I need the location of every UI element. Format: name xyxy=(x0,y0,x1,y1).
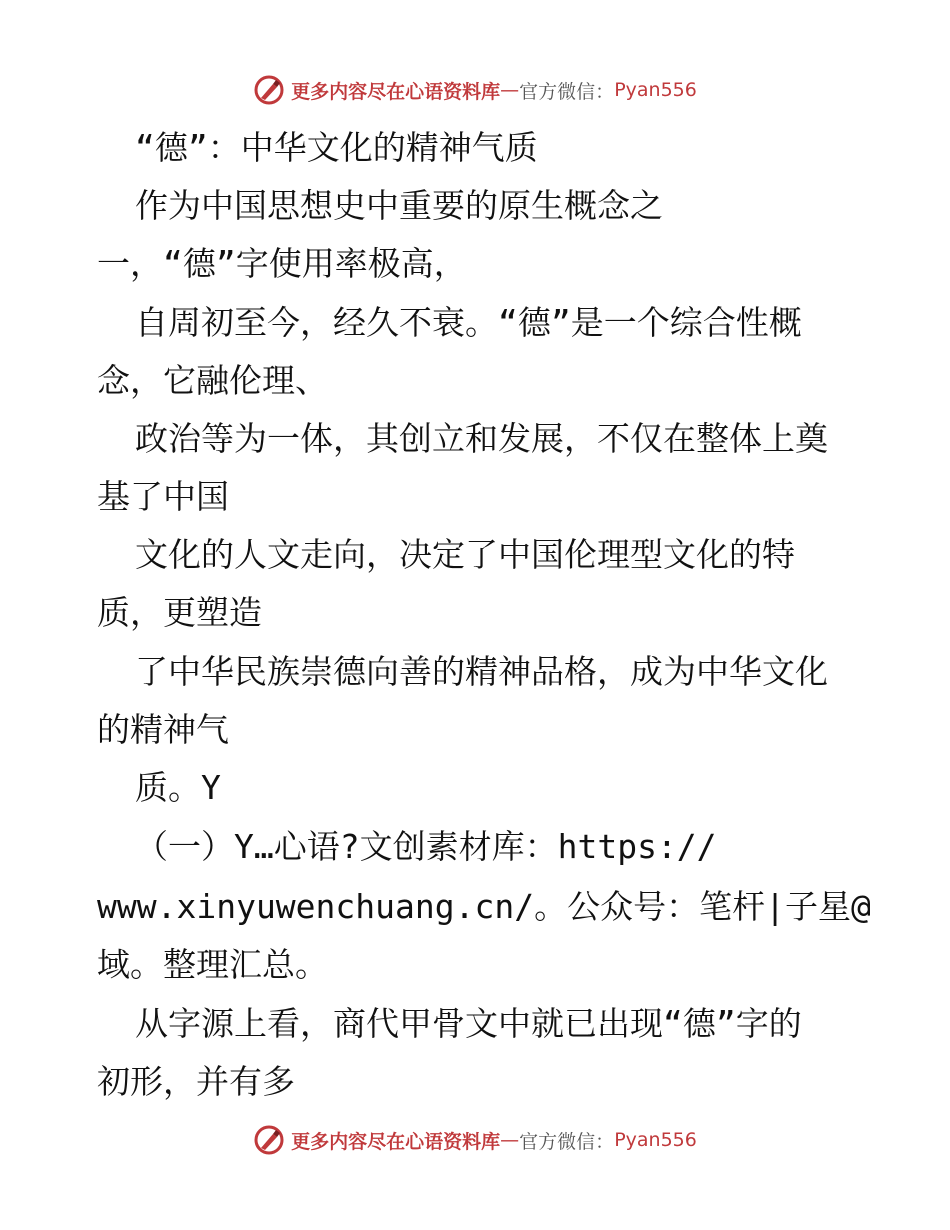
pen-logo-icon xyxy=(253,1124,285,1156)
text-line: 质。Y xyxy=(135,768,221,807)
banner-main-text: 更多内容尽在心语资料库 xyxy=(291,80,501,103)
banner-dash: — xyxy=(500,1129,520,1151)
text-line: 了中华民族崇德向善的精神品格，成为中华文化 xyxy=(135,652,828,691)
text-line: 文化的人文走向，决定了中国伦理型文化的特 xyxy=(135,535,795,574)
banner-main-text: 更多内容尽在心语资料库 xyxy=(291,1130,501,1153)
text-line: www.xinyuwenchuang.cn/。公众号：笔杆|子星@ xyxy=(97,887,871,926)
text-line: 一，“德”字使用率极高， xyxy=(97,244,467,283)
text-line: 政治等为一体，其创立和发展，不仅在整体上奠 xyxy=(135,419,828,458)
text-line: 从字源上看，商代甲骨文中就已出现“德”字的 xyxy=(135,1004,802,1043)
banner-wechat-id: Pyan556 xyxy=(614,1129,697,1151)
text-line: 的精神气 xyxy=(97,710,229,749)
banner-wechat-id: Pyan556 xyxy=(614,79,697,101)
header-banner xyxy=(0,70,950,110)
pen-logo-icon xyxy=(253,74,285,106)
banner-label: 官方微信： xyxy=(519,1130,615,1153)
banner-dash: — xyxy=(500,79,520,101)
text-line: 质，更塑造 xyxy=(97,593,262,632)
text-line: 作为中国思想史中重要的原生概念之 xyxy=(135,186,663,225)
document-title: “德”：中华文化的精神气质 xyxy=(135,128,538,167)
text-line: 初形，并有多 xyxy=(97,1062,295,1101)
text-line: （一）Y…心语?文创素材库：https:// xyxy=(135,827,717,866)
footer-banner xyxy=(0,1120,950,1160)
text-line: 自周初至今，经久不衰。“德”是一个综合性概 xyxy=(135,303,802,342)
banner-label: 官方微信： xyxy=(519,80,615,103)
text-line: 念，它融伦理、 xyxy=(97,361,328,400)
text-line: 基了中国 xyxy=(97,477,229,516)
text-line: 域。整理汇总。 xyxy=(97,945,328,984)
